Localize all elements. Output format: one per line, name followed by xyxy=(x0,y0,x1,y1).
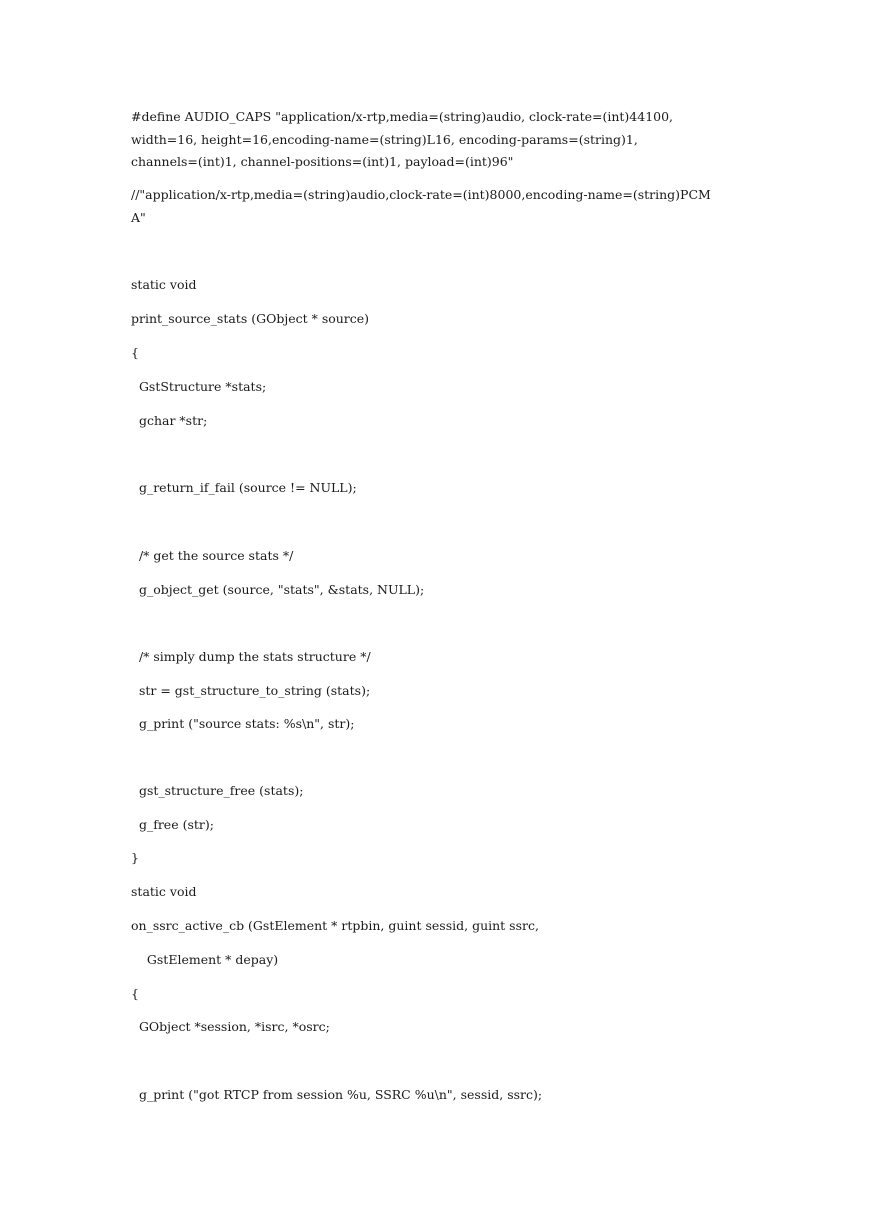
code-line: g_free (str); xyxy=(131,817,214,832)
code-line: print_source_stats (GObject * source) xyxy=(131,311,370,326)
code-line: /* simply dump the stats structure */ xyxy=(131,649,371,664)
code-line: //"application/x-rtp,media=(string)audio,clock-rate=(int)8000,encoding-name=(string)PCM xyxy=(131,187,711,202)
code-line: gchar *str; xyxy=(131,413,208,428)
code-line: GstStructure *stats; xyxy=(131,379,267,394)
code-line: /* get the source stats */ xyxy=(131,548,294,563)
code-line: A" xyxy=(131,210,146,225)
code-line: g_print ("got RTCP from session %u, SSRC %u\n", sessid, ssrc); xyxy=(131,1087,543,1102)
code-line: on_ssrc_active_cb (GstElement * rtpbin, guint sessid, guint ssrc, xyxy=(131,918,539,933)
code-line: gst_structure_free (stats); xyxy=(131,783,304,798)
code-line: } xyxy=(131,850,139,865)
code-line: g_object_get (source, "stats", &stats, NULL); xyxy=(131,582,425,597)
code-line: GstElement * depay) xyxy=(131,952,279,967)
code-line: { xyxy=(131,345,139,360)
code-line: #define AUDIO_CAPS "application/x-rtp,media=(string)audio, clock-rate=(int)44100, xyxy=(131,109,674,124)
code-line: str = gst_structure_to_string (stats); xyxy=(131,683,371,698)
code-line: channels=(int)1, channel-positions=(int)1, payload=(int)96" xyxy=(131,154,514,169)
code-line: g_print ("source stats: %s\n", str); xyxy=(131,716,355,731)
code-line: GObject *session, *isrc, *osrc; xyxy=(131,1019,330,1034)
code-line: static void xyxy=(131,884,197,899)
code-line: { xyxy=(131,986,139,1001)
code-line: width=16, height=16,encoding-name=(string)L16, encoding-params=(string)1, xyxy=(131,132,638,147)
code-line: g_return_if_fail (source != NULL); xyxy=(131,480,357,495)
code-line: static void xyxy=(131,277,197,292)
